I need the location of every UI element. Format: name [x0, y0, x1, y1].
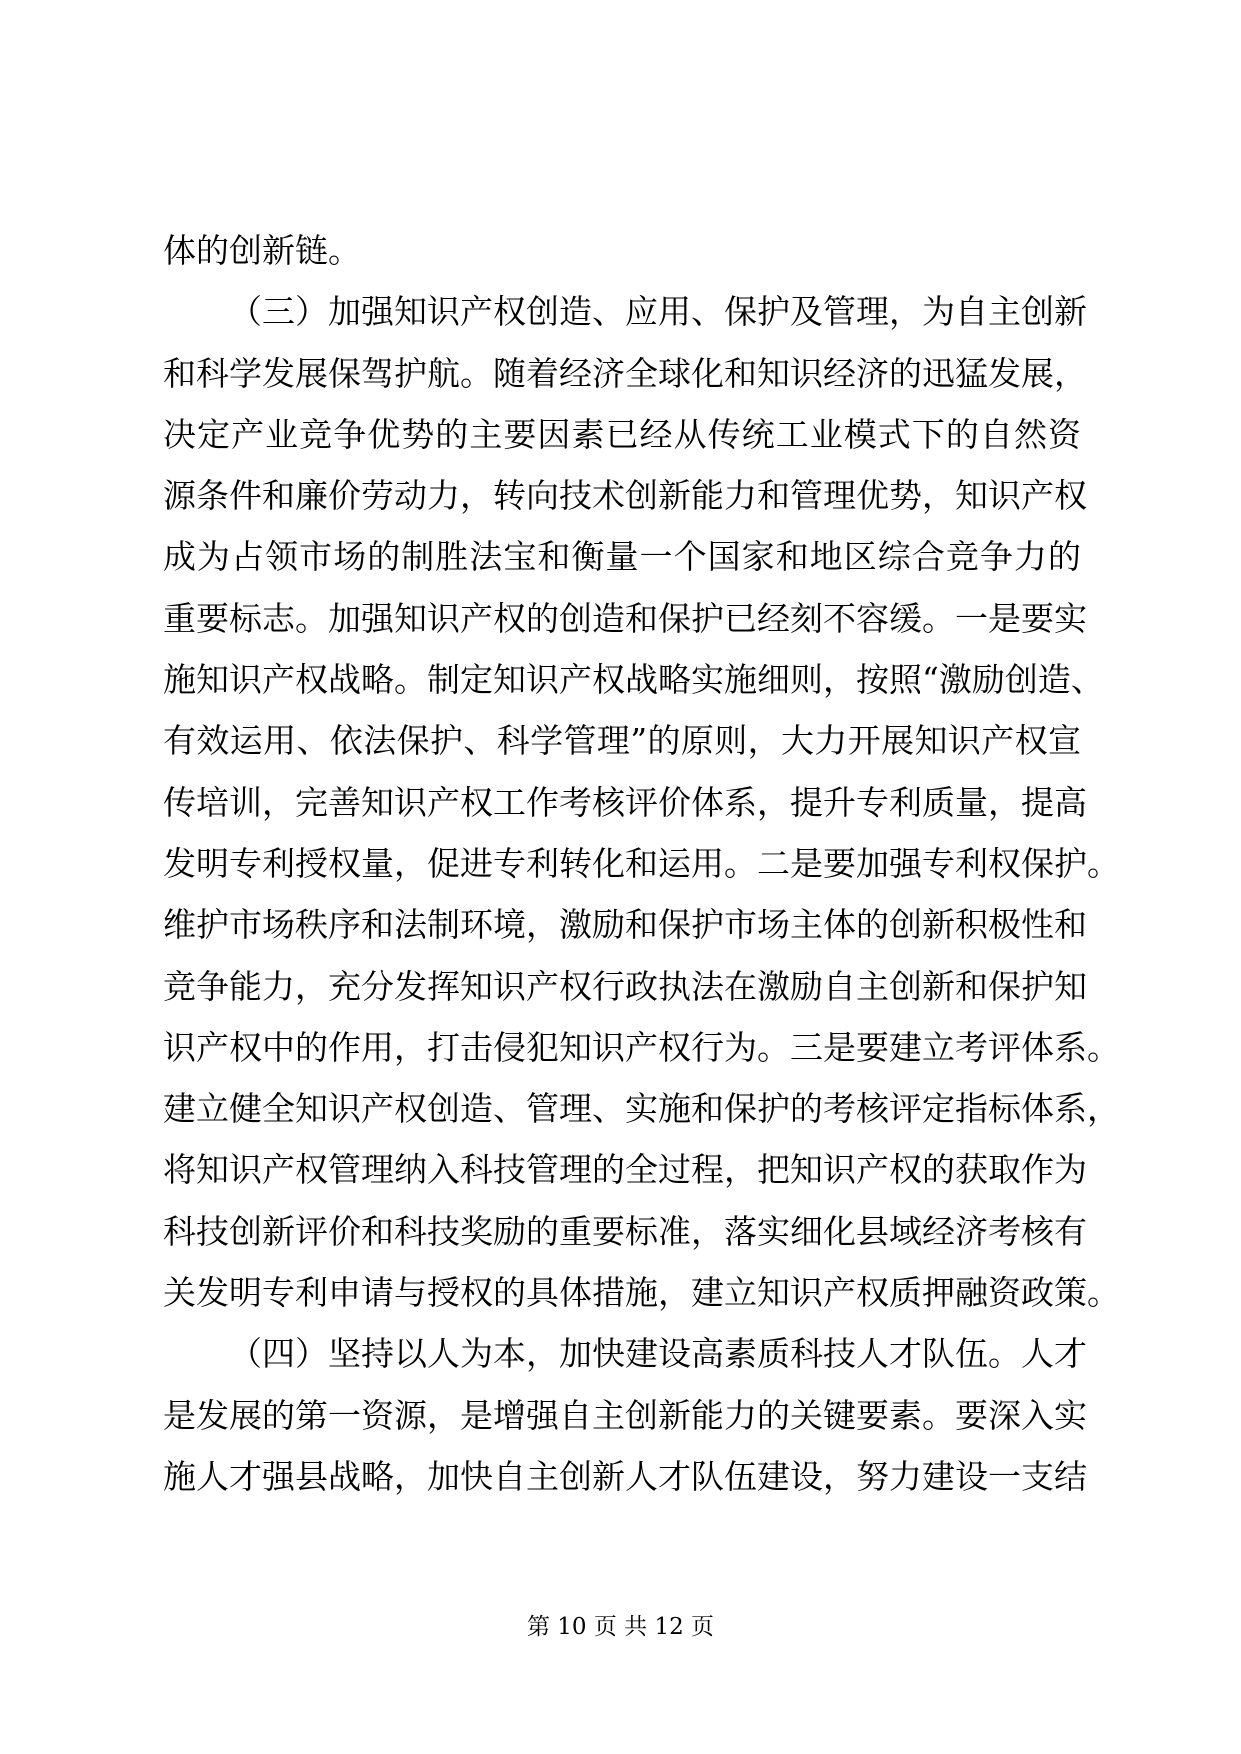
page-number-label: 第 10 页 共 12 页 [526, 1614, 715, 1640]
text-line: 决定产业竞争优势的主要因素已经从传统工业模式下的自然资 [163, 414, 1081, 454]
text-line: （四）坚持以人为本，加快建设高素质科技人才队伍。人才 [229, 1334, 1087, 1374]
text-line: 成为占领市场的制胜法宝和衡量一个国家和地区综合竞争力的 [163, 537, 1081, 577]
document-body [163, 220, 1120, 1507]
text-line: 有效运用、依法保护、科学管理”的原则，大力开展知识产权宣 [163, 721, 1081, 761]
text-line: 将知识产权管理纳入科技管理的全过程，把知识产权的获取作为 [163, 1150, 1087, 1190]
text-line: 施人才强县战略，加快自主创新人才队伍建设，努力建设一支结 [163, 1456, 1087, 1496]
text-line: 建立健全知识产权创造、管理、实施和保护的考核评定指标体系， [163, 1089, 1120, 1129]
text-line: 科技创新评价和科技奖励的重要标准，落实细化县域经济考核有 [163, 1211, 1087, 1251]
page-footer [0, 1612, 1241, 1642]
text-line: 和科学发展保驾护航。随着经济全球化和知识经济的迅猛发展， [163, 353, 1087, 393]
text-line: 竞争能力，充分发挥知识产权行政执法在激励自主创新和保护知 [163, 966, 1087, 1006]
text-line: 维护市场秩序和法制环境，激励和保护市场主体的创新积极性和 [163, 905, 1087, 945]
text-line: 识产权中的作用，打击侵犯知识产权行为。三是要建立考评体系。 [163, 1027, 1120, 1067]
text-line: 体的创新链。 [163, 231, 361, 270]
text-line: （三）加强知识产权创造、应用、保护及管理，为自主创新 [229, 292, 1087, 332]
text-line: 是发展的第一资源，是增强自主创新能力的关键要素。要深入实 [163, 1395, 1087, 1435]
text-line: 发明专利授权量，促进专利转化和运用。二是要加强专利权保护。 [163, 843, 1120, 883]
text-line: 施知识产权战略。制定知识产权战略实施细则，按照“激励创造、 [163, 660, 1104, 700]
text-line: 重要标志。加强知识产权的创造和保护已经刻不容缓。一是要实 [163, 598, 1087, 638]
text-line: 传培训，完善知识产权工作考核评价体系，提升专利质量，提高 [163, 782, 1087, 822]
text-line: 关发明专利申请与授权的具体措施，建立知识产权质押融资政策。 [163, 1273, 1120, 1313]
text-line: 源条件和廉价劳动力，转向技术创新能力和管理优势，知识产权 [163, 476, 1087, 516]
